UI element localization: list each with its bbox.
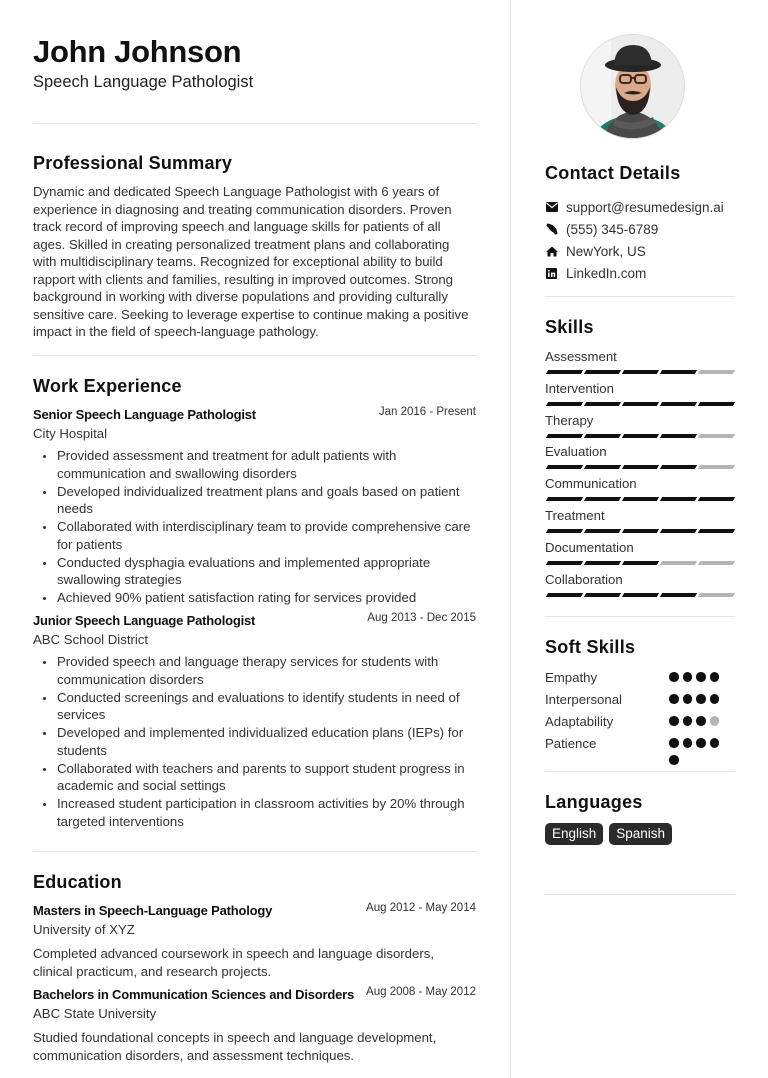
language-badge: English	[545, 823, 603, 845]
soft-skills-divider	[545, 771, 735, 772]
contact-divider	[545, 296, 735, 297]
linkedin-icon	[545, 267, 558, 280]
experience-divider	[33, 851, 476, 852]
degree-name: Masters in Speech-Language Pathology	[33, 903, 273, 918]
skills-heading: Skills	[545, 317, 594, 337]
skill-level-segment	[660, 370, 697, 374]
skill-level-segment	[660, 561, 697, 565]
contact-list	[545, 196, 735, 284]
skill-level-segment	[622, 465, 659, 469]
education-description: Completed advanced coursework in speech and language disorders, clinical practicum, and research projects.	[33, 946, 435, 979]
skill-level-bar	[545, 370, 735, 374]
skill-label: Documentation	[545, 539, 634, 555]
languages-heading: Languages	[545, 792, 643, 812]
envelope-icon	[545, 201, 558, 214]
rating-dot	[669, 672, 679, 682]
skill-level-segment	[622, 529, 659, 533]
rating-dot	[710, 694, 720, 704]
bullet-item: Achieved 90% patient satisfaction rating for services provided	[33, 589, 476, 607]
skill-level-segment	[698, 370, 735, 374]
bullet-item: Collaborated with interdisciplinary team to provide comprehensive care for patients	[33, 518, 476, 553]
skill-level-segment	[622, 561, 659, 565]
skill-level-segment	[698, 402, 735, 406]
rating-dot	[683, 672, 693, 682]
degree-name: Bachelors in Communication Sciences and Disorders	[33, 987, 355, 1002]
education-date: Aug 2012 - May 2014	[366, 902, 476, 914]
bullet-item: Developed and implemented individualized education plans (IEPs) for students	[33, 724, 476, 759]
job-organization: ABC School District	[33, 632, 149, 647]
rating-dot	[669, 694, 679, 704]
job-bullets	[33, 653, 476, 830]
contact-text: NewYork, US	[566, 243, 646, 259]
skill-item	[545, 507, 735, 539]
education-heading: Education	[33, 872, 122, 892]
skill-level-bar	[545, 402, 735, 406]
skill-item	[545, 443, 735, 475]
rating-dot	[669, 716, 679, 726]
soft-skill-label: Adaptability	[545, 713, 614, 729]
profile-photo	[580, 34, 685, 139]
job-bullets	[33, 447, 476, 607]
skill-level-segment	[584, 465, 621, 469]
rating-dot	[683, 738, 693, 748]
skill-label: Therapy	[545, 412, 594, 428]
avatar-illustration-icon	[581, 35, 685, 139]
soft-skill-rating	[669, 694, 719, 704]
education-date: Aug 2008 - May 2012	[366, 986, 476, 998]
skill-label: Collaboration	[545, 571, 623, 587]
skill-level-segment	[584, 434, 621, 438]
education-entry	[33, 902, 476, 980]
skill-level-segment	[660, 402, 697, 406]
skill-level-segment	[660, 434, 697, 438]
rating-dot	[710, 738, 720, 748]
skill-level-segment	[546, 465, 583, 469]
skill-level-segment	[584, 529, 621, 533]
experience-heading: Work Experience	[33, 376, 182, 396]
soft-skill-rating	[669, 738, 719, 748]
contact-email[interactable]	[545, 196, 735, 218]
skill-level-segment	[546, 497, 583, 501]
skill-level-segment	[622, 370, 659, 374]
skill-level-segment	[546, 370, 583, 374]
rating-dot	[683, 694, 693, 704]
languages-divider	[545, 894, 735, 895]
rating-dot	[710, 672, 720, 682]
bullet-item: Collaborated with teachers and parents to support student progress in academic and social settings	[33, 760, 476, 795]
candidate-title: Speech Language Pathologist	[33, 73, 254, 91]
candidate-name: John Johnson	[33, 34, 242, 69]
skill-level-segment	[660, 465, 697, 469]
soft-skill-item	[545, 688, 735, 710]
skill-label: Evaluation	[545, 444, 607, 460]
bullet-item: Conducted screenings and evaluations to identify students in need of services	[33, 689, 476, 724]
bullet-item: Conducted dysphagia evaluations and implemented appropriate swallowing strategies	[33, 554, 476, 589]
skill-level-segment	[622, 402, 659, 406]
skill-level-segment	[546, 561, 583, 565]
skill-level-segment	[698, 593, 735, 597]
skill-label: Intervention	[545, 380, 614, 396]
skill-label: Communication	[545, 476, 637, 492]
bullet-item: Provided assessment and treatment for adult patients with communication and swallowing disorders	[33, 447, 476, 482]
job-date: Aug 2013 - Dec 2015	[367, 612, 476, 624]
skill-item	[545, 571, 735, 603]
skill-level-segment	[698, 434, 735, 438]
column-divider	[510, 0, 511, 1078]
skill-level-segment	[546, 593, 583, 597]
skill-level-segment	[584, 593, 621, 597]
contact-location	[545, 240, 735, 262]
summary-text: Dynamic and dedicated Speech Language Pathologist with 6 years of experience in diagnosing and treating communication disorders. Proven track record of improving speech and language skills for patients of all ages. Skilled in creating personalized treatment plans and collaborating with multidisciplinary teams. Recognized for exceptional ability to build rapport with clients and families, resulting in improved outcomes. Strong background in working with diverse populations and providing culturally sensitive care. Seeking to leverage expertise to continue making a positive impact in the field of speech-language pathology.	[33, 184, 469, 339]
job-role: Senior Speech Language Pathologist	[33, 407, 256, 422]
contact-heading: Contact Details	[545, 163, 681, 183]
job-role: Junior Speech Language Pathologist	[33, 613, 256, 628]
education-description: Studied foundational concepts in speech and language development, communication disorders, and assessment techniques.	[33, 1030, 437, 1063]
skill-level-segment	[660, 593, 697, 597]
job-entry	[33, 612, 476, 831]
skill-item	[545, 412, 735, 444]
language-badge: Spanish	[609, 823, 672, 845]
languages-list	[545, 823, 672, 845]
skill-level-segment	[698, 561, 735, 565]
education-entry	[33, 986, 476, 1064]
home-icon	[545, 245, 558, 258]
soft-skill-rating	[669, 716, 719, 726]
school-name: ABC State University	[33, 1006, 157, 1021]
rating-dot	[710, 716, 720, 726]
skill-level-segment	[698, 529, 735, 533]
rating-dot	[669, 738, 679, 748]
skill-level-segment	[698, 497, 735, 501]
bullet-item: Increased student participation in classroom activities by 20% through targeted interventions	[33, 795, 476, 830]
skill-level-segment	[546, 434, 583, 438]
skill-level-bar	[545, 465, 735, 469]
skill-item	[545, 380, 735, 412]
contact-linkedin[interactable]	[545, 262, 735, 284]
contact-phone[interactable]	[545, 218, 735, 240]
skill-level-bar	[545, 497, 735, 501]
skill-level-bar	[545, 561, 735, 565]
contact-text: (555) 345-6789	[566, 221, 659, 237]
rating-dot	[683, 716, 693, 726]
skill-level-bar	[545, 529, 735, 533]
skill-level-bar	[545, 593, 735, 597]
rating-dot	[696, 672, 706, 682]
skills-divider	[545, 616, 735, 617]
contact-text: LinkedIn.com	[566, 265, 647, 281]
skill-label: Treatment	[545, 507, 605, 523]
rating-dot	[696, 716, 706, 726]
soft-skills-heading: Soft Skills	[545, 637, 636, 657]
rating-dot	[669, 755, 679, 765]
skill-level-segment	[660, 497, 697, 501]
skill-level-segment	[546, 402, 583, 406]
skill-item	[545, 475, 735, 507]
skill-level-segment	[584, 370, 621, 374]
skill-level-segment	[622, 434, 659, 438]
skill-level-segment	[660, 529, 697, 533]
soft-skill-item	[545, 666, 735, 688]
rating-dot	[696, 694, 706, 704]
skill-level-segment	[584, 561, 621, 565]
school-name: University of XYZ	[33, 922, 135, 937]
skill-label: Assessment	[545, 349, 617, 364]
soft-skill-item	[545, 732, 735, 754]
phone-icon	[545, 223, 558, 236]
skill-level-segment	[546, 529, 583, 533]
skill-item	[545, 539, 735, 571]
header-divider	[33, 123, 476, 124]
contact-text: support@resumedesign.ai	[566, 199, 724, 215]
bullet-item: Provided speech and language therapy services for students with communication disorders	[33, 653, 476, 688]
job-entry	[33, 406, 476, 607]
skill-level-segment	[584, 497, 621, 501]
skill-item	[545, 348, 735, 380]
skills-list	[545, 348, 735, 602]
skill-level-segment	[622, 593, 659, 597]
job-organization: City Hospital	[33, 426, 108, 441]
soft-skills-list	[545, 666, 735, 754]
skill-level-segment	[698, 465, 735, 469]
skill-level-segment	[584, 402, 621, 406]
bullet-item: Developed individualized treatment plans and goals based on patient needs	[33, 483, 476, 518]
soft-skill-label: Interpersonal	[545, 691, 622, 707]
soft-skill-item	[545, 710, 735, 732]
soft-skill-label: Patience	[545, 735, 597, 751]
job-date: Jan 2016 - Present	[378, 406, 476, 418]
soft-skill-rating	[669, 672, 719, 682]
skill-level-bar	[545, 434, 735, 438]
soft-skill-label: Empathy	[545, 669, 598, 685]
summary-heading: Professional Summary	[33, 153, 233, 173]
rating-dot	[696, 738, 706, 748]
skill-level-segment	[622, 497, 659, 501]
summary-divider	[33, 355, 476, 356]
